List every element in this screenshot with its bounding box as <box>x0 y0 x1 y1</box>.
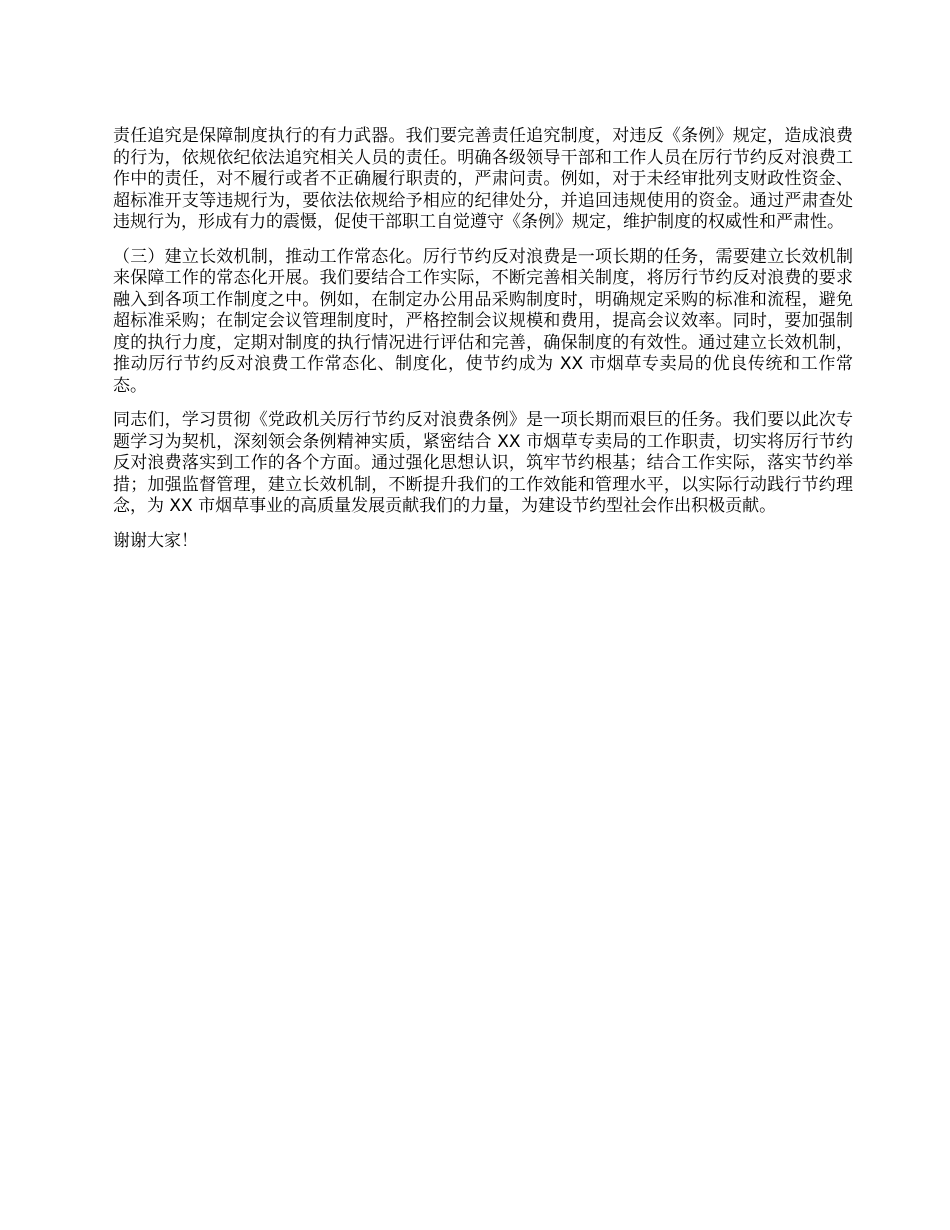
document-body <box>113 126 853 552</box>
paragraph-long-term-mechanism: （三）建立长效机制，推动工作常态化。厉行节约反对浪费是一项长期的任务，需要建立长效机制来保障工作的常态化开展。我们要结合工作实际，不断完善相关制度，将厉行节约反对浪费的要求融入到各项工作制度之中。例如，在制定办公用品采购制度时，明确规定采购的标准和流程，避免超标准采购；在制定会议管理制度时，严格控制会议规模和费用，提高会议效率。同时，要加强制度的执行力度，定期对制度的执行情况进行评估和完善，确保制度的有效性。通过建立长效机制，推动厉行节约反对浪费工作常态化、制度化，使节约成为 XX 市烟草专卖局的优良传统和工作常态。 <box>113 246 853 396</box>
paragraph-conclusion: 同志们，学习贯彻《党政机关厉行节约反对浪费条例》是一项长期而艰巨的任务。我们要以此次专题学习为契机，深刻领会条例精神实质，紧密结合 XX 市烟草专卖局的工作职责，切实将厉行节约反对浪费落实到工作的各个方面。通过强化思想认识，筑牢节约根基；结合工作实际，落实节约举措；加强监督管理，建立长效机制，不断提升我们的工作效能和管理水平，以实际行动践行节约理念，为 XX 市烟草事业的高质量发展贡献我们的力量，为建设节约型社会作出积极贡献。 <box>113 410 853 516</box>
paragraph-accountability: 责任追究是保障制度执行的有力武器。我们要完善责任追究制度，对违反《条例》规定，造成浪费的行为，依规依纪依法追究相关人员的责任。明确各级领导干部和工作人员在厉行节约反对浪费工作中的责任，对不履行或者不正确履行职责的，严肃问责。例如，对于未经审批列支财政性资金、超标准开支等违规行为，要依法依规给予相应的纪律处分，并追回违规使用的资金。通过严肃查处违规行为，形成有力的震慑，促使干部职工自觉遵守《条例》规定，维护制度的权威性和严肃性。 <box>113 126 853 232</box>
closing-remark: 谢谢大家！ <box>113 530 198 551</box>
